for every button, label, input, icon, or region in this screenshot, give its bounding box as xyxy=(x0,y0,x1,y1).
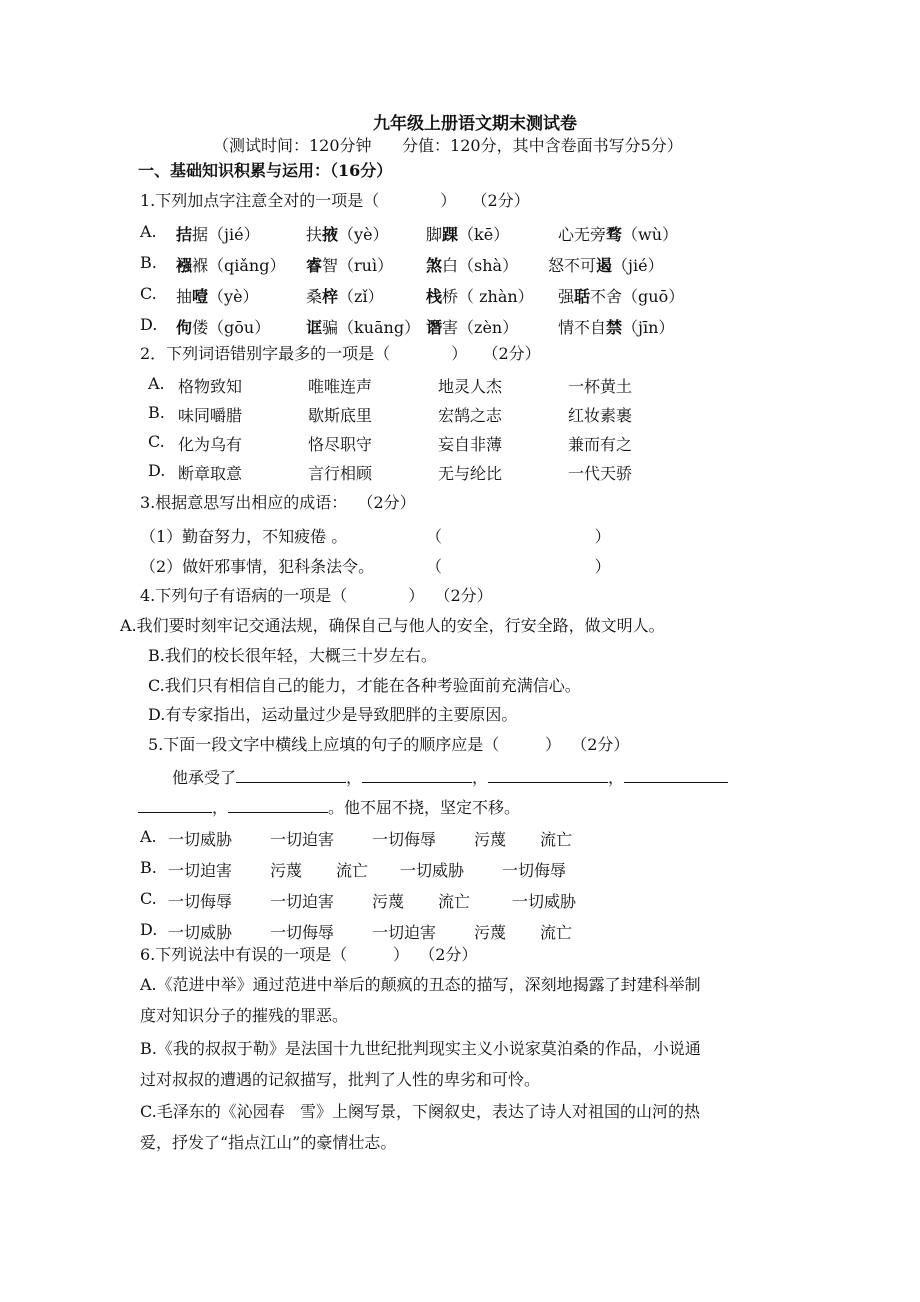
dotted-char: 梓 xyxy=(322,287,339,306)
word-part: 脚 xyxy=(426,225,443,244)
question-6-stem: 6.下列说法中有误的一项是（ ） （2分） xyxy=(140,945,478,964)
dotted-char: 栈 xyxy=(426,287,443,306)
word-part: 情不自 xyxy=(558,318,607,337)
option-label: A. xyxy=(140,827,157,846)
fill-blank[interactable] xyxy=(488,765,608,783)
option-word: 流亡 xyxy=(438,892,471,911)
word-part: （yè） xyxy=(338,225,389,244)
option-word: 流亡 xyxy=(540,830,573,849)
option-word: 污蔑 xyxy=(372,892,405,911)
option-word xyxy=(426,315,518,338)
q4-option-b: B.我们的校长很年轻，大概三十岁左右。 xyxy=(148,646,437,665)
comma: ， xyxy=(346,768,363,787)
option-label: A. xyxy=(148,374,165,393)
comma: ， xyxy=(472,768,489,787)
option-word xyxy=(306,315,420,338)
dotted-char: 踝 xyxy=(442,225,459,244)
word-part: （zǐ） xyxy=(338,287,384,306)
comma: ， xyxy=(608,768,625,787)
word-part: （kē） xyxy=(458,225,510,244)
option-word: 一切迫害 xyxy=(168,861,233,880)
fill-blank[interactable] xyxy=(138,795,212,813)
fill-blank[interactable] xyxy=(236,765,346,783)
word-rest: 害（zèn） xyxy=(442,318,519,337)
fill-blank[interactable] xyxy=(624,765,728,783)
option-word: 无与纶比 xyxy=(438,464,503,483)
word-rest: 智（ruì） xyxy=(322,256,394,275)
passage-text: 他承受了 xyxy=(172,768,237,787)
q6-line: A.《范进中举》通过范进中举后的颠疯的丑态的描写，深刻地揭露了封建科举制 xyxy=(140,975,701,994)
option-word xyxy=(306,253,393,276)
q6-line: C.毛泽东的《沁园春 雪》上阕写景，下阕叙史，表达了诗人对祖国的山河的热 xyxy=(140,1102,701,1121)
option-label: C. xyxy=(140,889,157,908)
option-word xyxy=(176,222,260,245)
option-word xyxy=(176,284,259,307)
q6-line: 爱，抒发了“指点江山”的豪情壮志。 xyxy=(140,1133,397,1152)
option-word: 一杯黄土 xyxy=(568,377,633,396)
question-2-stem: 2．下列词语错别字最多的一项是（ ） （2分） xyxy=(140,344,541,363)
option-word: 污蔑 xyxy=(270,861,303,880)
fill-blank[interactable] xyxy=(362,765,472,783)
q4-option-c: C.我们只有相信自己的能力，才能在各种考验面前充满信心。 xyxy=(148,676,581,695)
option-word: 一切侮辱 xyxy=(270,923,335,942)
option-label: D. xyxy=(148,461,166,480)
option-label: C. xyxy=(140,284,157,303)
word-rest: 桥（ zhàn） xyxy=(442,287,534,306)
option-word: 化为乌有 xyxy=(178,435,243,454)
question-4-stem: 4.下列句子有语病的一项是（ ） （2分） xyxy=(140,586,493,605)
option-word: 断章取意 xyxy=(178,464,243,483)
option-word: 一切迫害 xyxy=(270,892,335,911)
dotted-char: 遏 xyxy=(596,256,613,275)
option-word: 格物致知 xyxy=(178,377,243,396)
option-word: 一代天骄 xyxy=(568,464,633,483)
option-word xyxy=(306,222,389,245)
word-part: 强 xyxy=(558,287,575,306)
dotted-char: 拮 xyxy=(176,225,193,244)
option-word xyxy=(426,284,534,307)
option-word: 一切威胁 xyxy=(168,923,233,942)
option-label: B. xyxy=(148,403,165,422)
option-word: 宏鹄之志 xyxy=(438,406,503,425)
option-word: 一切侮辱 xyxy=(372,830,437,849)
word-part: 抽 xyxy=(176,287,193,306)
option-word xyxy=(176,315,270,338)
dotted-char: 聒 xyxy=(574,287,591,306)
q4-option-a: A.我们要时刻牢记交通法规，确保自己与他人的安全，行安全路，做文明人。 xyxy=(120,616,665,635)
q3-answer-paren-1: （ ） xyxy=(426,527,611,546)
q4-option-d: D.有专家指出，运动量过少是导致肥胖的主要原因。 xyxy=(148,705,518,724)
question-1-stem: 1.下列加点字注意全对的一项是（ ） （2分） xyxy=(140,191,530,210)
comma: ， xyxy=(212,798,229,817)
option-word: 一切威胁 xyxy=(512,892,577,911)
option-word xyxy=(176,253,285,276)
option-word xyxy=(548,253,664,276)
page-title: 九年级上册语文期末测试卷 xyxy=(373,114,577,134)
option-word: 一切威胁 xyxy=(400,861,465,880)
option-word xyxy=(426,253,518,276)
option-word xyxy=(306,284,384,307)
option-word: 一切威胁 xyxy=(168,830,233,849)
option-word: 妄自非薄 xyxy=(438,435,503,454)
option-label: C. xyxy=(148,432,165,451)
dotted-char: 襁 xyxy=(176,256,193,275)
word-part: （wù） xyxy=(622,225,679,244)
word-rest: 白（shà） xyxy=(442,256,519,275)
option-word: 兼而有之 xyxy=(568,435,633,454)
option-word xyxy=(558,222,678,245)
option-label: A. xyxy=(140,222,157,241)
question-3-stem: 3.根据意思写出相应的成语： （2分） xyxy=(140,493,416,512)
option-word xyxy=(558,315,674,338)
option-word: 红妆素裹 xyxy=(568,406,633,425)
word-part: （jié） xyxy=(612,256,664,275)
option-word: 污蔑 xyxy=(474,923,507,942)
option-label: D. xyxy=(140,920,158,939)
option-word: 唯唯连声 xyxy=(308,377,373,396)
q5-passage-line-1 xyxy=(172,765,728,789)
q3-answer-paren-2: （ ） xyxy=(426,557,611,576)
option-word xyxy=(558,284,684,307)
word-rest: 骗（kuāng） xyxy=(322,318,421,337)
section-heading: 一、基础知识积累与运用：（16分） xyxy=(138,161,393,180)
q3-item-1: （1）勤奋努力，不知疲倦 。 xyxy=(140,527,348,546)
dotted-char: 禁 xyxy=(606,318,623,337)
fill-blank[interactable] xyxy=(228,795,328,813)
q3-item-2: （2）做奸邪事情，犯科条法令。 xyxy=(140,557,375,576)
dotted-char: 睿 xyxy=(306,256,323,275)
word-part: 扶 xyxy=(306,225,323,244)
option-word: 一切迫害 xyxy=(372,923,437,942)
dotted-char: 噎 xyxy=(192,287,209,306)
dotted-char: 掖 xyxy=(322,225,339,244)
dotted-char: 佝 xyxy=(176,318,193,337)
option-word: 地灵人杰 xyxy=(438,377,503,396)
dotted-char: 谮 xyxy=(426,318,443,337)
q5-passage-line-2 xyxy=(138,795,520,819)
word-part: 怒不可 xyxy=(548,256,597,275)
question-5-stem: 5.下面一段文字中横线上应填的句子的顺序应是（ ） （2分） xyxy=(148,735,630,754)
option-word: 言行相顾 xyxy=(308,464,373,483)
option-word: 一切侮辱 xyxy=(168,892,233,911)
word-part: 心无旁 xyxy=(558,225,607,244)
option-word: 歇斯底里 xyxy=(308,406,373,425)
q6-line: B.《我的叔叔于勒》是法国十九世纪批判现实主义小说家莫泊桑的作品，小说通 xyxy=(140,1039,701,1058)
option-word: 流亡 xyxy=(540,923,573,942)
word-rest: 偻（gōu） xyxy=(192,318,271,337)
option-word: 恪尽职守 xyxy=(308,435,373,454)
q6-line: 度对知识分子的摧残的罪恶。 xyxy=(140,1006,349,1025)
option-word: 一切侮辱 xyxy=(502,861,567,880)
dotted-char: 诓 xyxy=(306,318,323,337)
option-label: B. xyxy=(140,253,157,272)
dotted-char: 煞 xyxy=(426,256,443,275)
dotted-char: 骛 xyxy=(606,225,623,244)
word-rest: 褓（qiǎng） xyxy=(192,256,286,275)
word-part: （yè） xyxy=(208,287,259,306)
word-rest: 据（jié） xyxy=(192,225,260,244)
word-part: 桑 xyxy=(306,287,323,306)
option-word xyxy=(426,222,509,245)
option-word: 流亡 xyxy=(336,861,369,880)
word-part: 不舍（guō） xyxy=(590,287,685,306)
word-part: （jīn） xyxy=(622,318,675,337)
option-label: D. xyxy=(140,315,158,334)
option-label: B. xyxy=(140,858,157,877)
exam-info: （测试时间：120分钟 分值：120分，其中含卷面书写分5分） xyxy=(213,136,683,155)
passage-text: 。他不屈不挠，坚定不移。 xyxy=(328,798,521,817)
option-word: 味同嚼腊 xyxy=(178,406,243,425)
option-word: 污蔑 xyxy=(474,830,507,849)
option-word: 一切迫害 xyxy=(270,830,335,849)
q6-line: 过对叔叔的遭遇的记叙描写，批判了人性的卑劣和可怜。 xyxy=(140,1070,541,1089)
